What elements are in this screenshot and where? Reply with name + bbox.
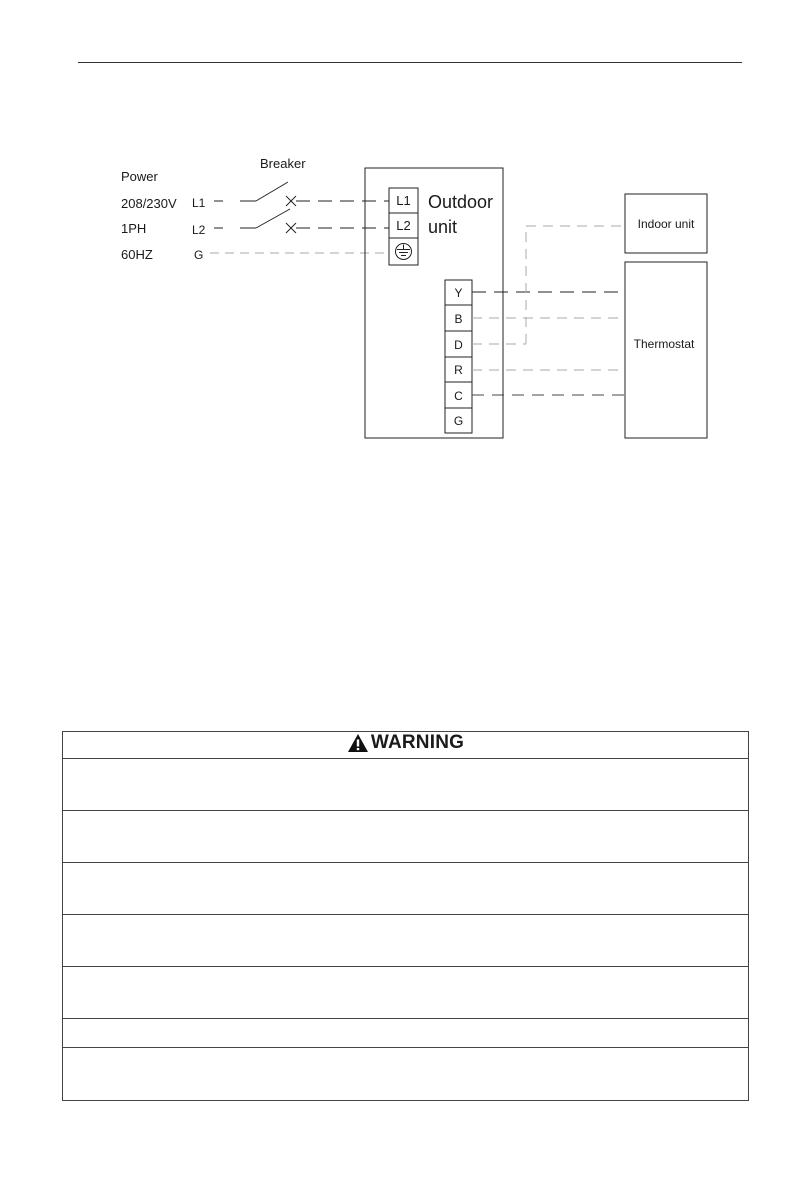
warning-row: [63, 915, 749, 967]
outdoor-unit-title-line1: Outdoor: [428, 192, 494, 212]
terminal-y: Y: [454, 286, 463, 300]
warning-row: [63, 1048, 749, 1101]
warning-table: [62, 731, 749, 1101]
power-label: Power: [121, 169, 158, 184]
wiring-diagram: [0, 0, 811, 470]
terminal-l1: L1: [396, 193, 411, 208]
warning-row: [63, 759, 749, 811]
warning-title: [347, 732, 464, 754]
warning-title-text: WARNING: [370, 732, 465, 753]
warning-row: [63, 967, 749, 1019]
terminal-ground-box: [389, 238, 418, 265]
breaker-label: Breaker: [260, 156, 306, 171]
warning-header-cell: [63, 732, 749, 759]
frequency-label: 60HZ: [121, 247, 153, 262]
outdoor-unit-title-line2: unit: [428, 217, 458, 237]
breaker-switch-l2: [256, 209, 290, 228]
terminal-d: D: [454, 338, 463, 352]
warning-triangle-icon: [347, 733, 369, 753]
thermostat-label: Thermostat: [633, 337, 695, 351]
terminal-b: B: [454, 312, 463, 326]
terminal-g: G: [453, 414, 464, 428]
phase-label: 1PH: [121, 221, 147, 236]
line-label-l2: L2: [192, 223, 206, 237]
line-label-l1: L1: [192, 196, 206, 210]
breaker-switch-l1: [256, 182, 288, 201]
terminal-r: R: [454, 363, 463, 377]
voltage-label: 208/230V: [121, 196, 177, 211]
warning-row: [63, 1019, 749, 1048]
terminal-c: C: [454, 389, 463, 403]
warning-row: [63, 811, 749, 863]
warning-row: [63, 863, 749, 915]
terminal-l2: L2: [396, 218, 411, 233]
indoor-unit-label: Indoor unit: [637, 217, 695, 231]
line-label-g: G: [194, 248, 204, 262]
